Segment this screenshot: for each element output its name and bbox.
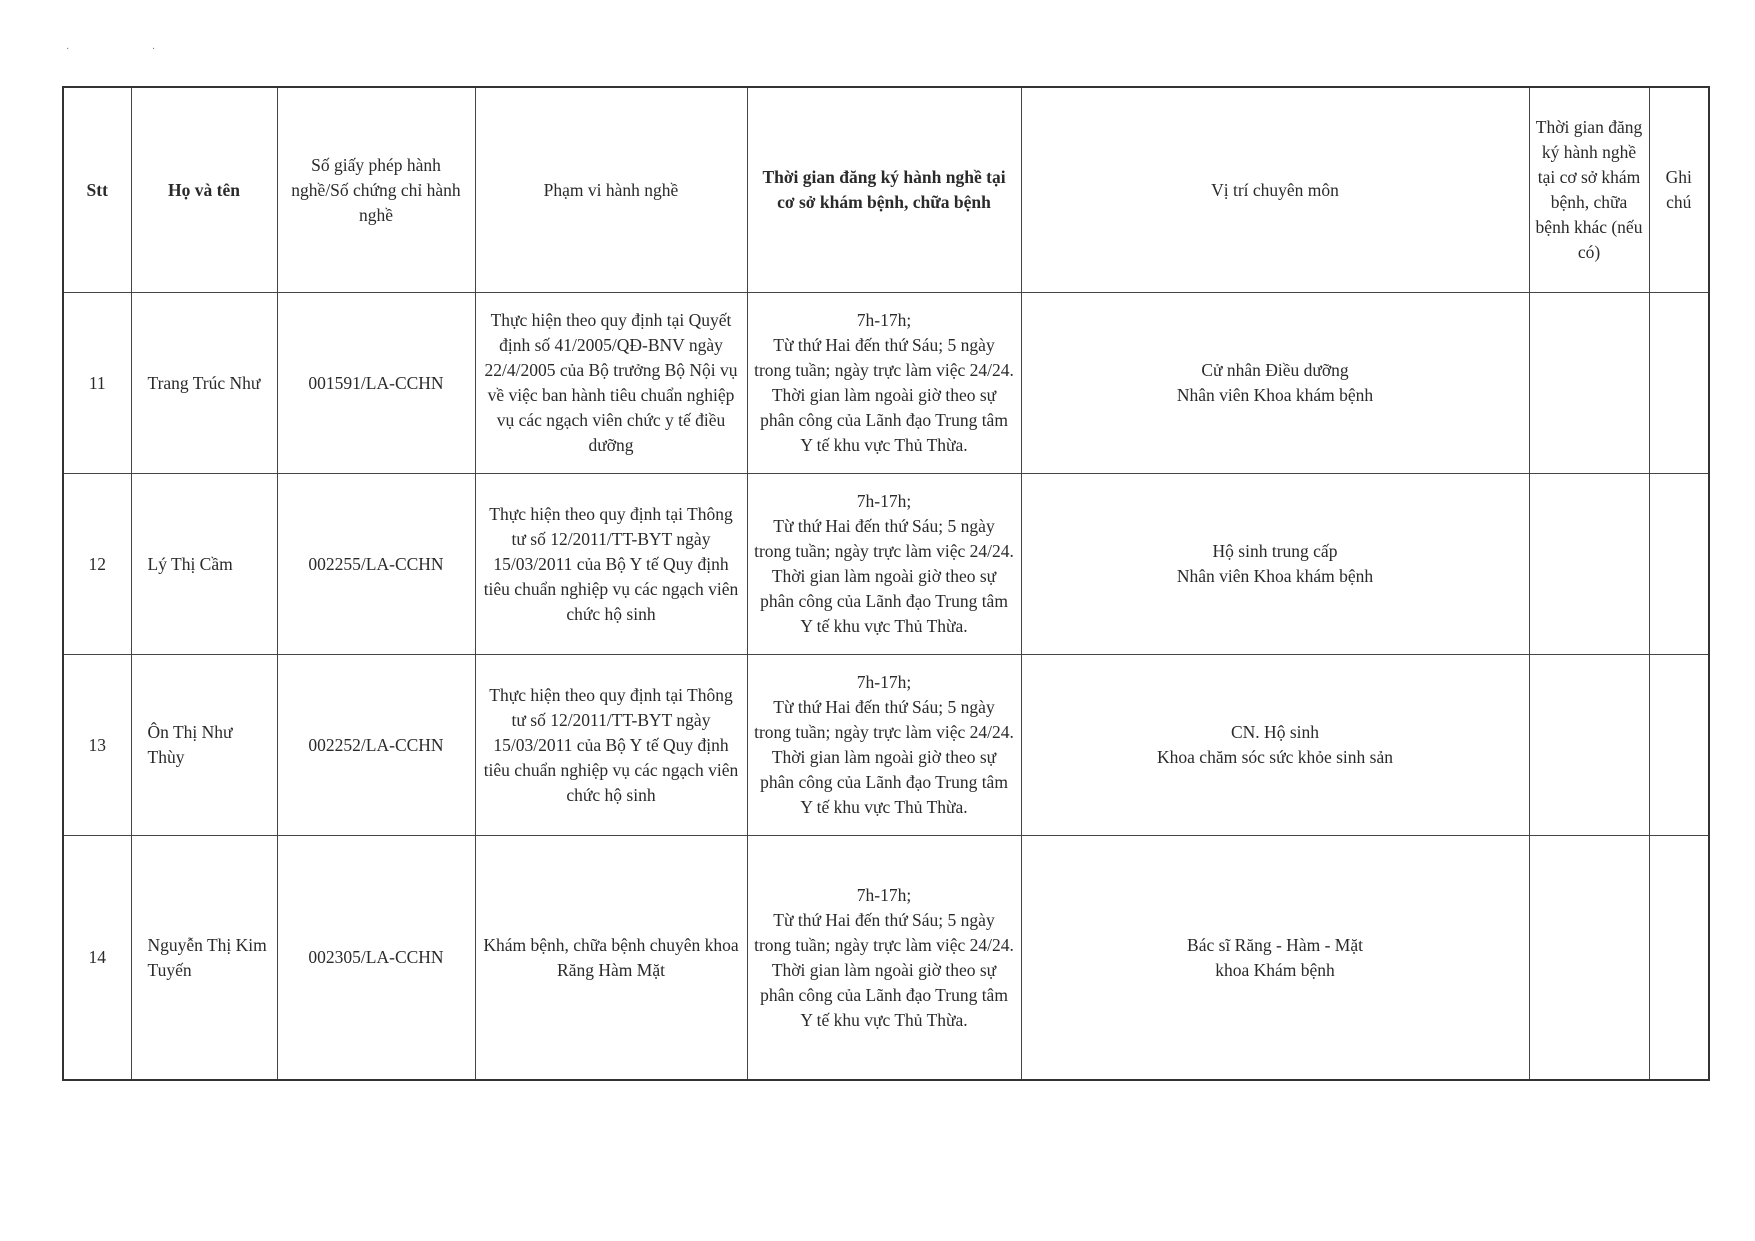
header-name: Họ và tên xyxy=(131,87,277,293)
cell-time xyxy=(747,293,1021,474)
table-row xyxy=(63,474,1709,655)
table-row xyxy=(63,836,1709,1081)
position-title: Bác sĩ Răng - Hàm - Mặt xyxy=(1187,934,1363,955)
header-license: Số giấy phép hành nghề/Số chứng chỉ hành nghề xyxy=(277,87,475,293)
cell-position xyxy=(1021,474,1529,655)
position-title: CN. Hộ sinh xyxy=(1231,722,1319,742)
time-hours: 7h-17h; xyxy=(856,491,912,511)
time-hours: 7h-17h; xyxy=(856,672,912,692)
cell-stt: 12 xyxy=(63,474,131,655)
table-header-row xyxy=(63,87,1709,293)
header-note: Ghi chú xyxy=(1649,87,1709,293)
cell-other-time xyxy=(1529,474,1649,655)
cell-scope: Khám bệnh, chữa bệnh chuyên khoa Răng Hàm Mặt xyxy=(475,836,747,1081)
cell-position xyxy=(1021,655,1529,836)
table-row xyxy=(63,293,1709,474)
cell-note xyxy=(1649,293,1709,474)
cell-scope: Thực hiện theo quy định tại Thông tư số 12/2011/TT-BYT ngày 15/03/2011 của Bộ Y tế Quy định tiêu chuẩn nghiệp vụ các ngạch viên chức hộ sinh xyxy=(475,474,747,655)
cell-time xyxy=(747,655,1021,836)
time-hours: 7h-17h; xyxy=(856,884,912,905)
time-detail: Từ thứ Hai đến thứ Sáu; 5 ngày trong tuần; ngày trực làm việc 24/24. Thời gian làm ngoài giờ theo sự phân công của Lãnh đạo Trung tâm Y tế khu vực Thủ Thừa. xyxy=(754,697,1014,817)
time-detail: Từ thứ Hai đến thứ Sáu; 5 ngày trong tuần; ngày trực làm việc 24/24. Thời gian làm ngoài giờ theo sự phân công của Lãnh đạo Trung tâm Y tế khu vực Thủ Thừa. xyxy=(754,909,1014,1030)
position-dept: Nhân viên Khoa khám bệnh xyxy=(1176,566,1374,586)
cell-stt: 13 xyxy=(63,655,131,836)
position-title: Hộ sinh trung cấp xyxy=(1212,541,1338,561)
header-time: Thời gian đăng ký hành nghề tại cơ sở khám bệnh, chữa bệnh xyxy=(747,87,1021,293)
cell-scope: Thực hiện theo quy định tại Quyết định số 41/2005/QĐ-BNV ngày 22/4/2005 của Bộ trưởng Bộ Nội vụ về việc ban hành tiêu chuẩn nghiệp vụ các ngạch viên chức y tế điều dưỡng xyxy=(475,293,747,474)
cell-license: 002255/LA-CCHN xyxy=(277,474,475,655)
header-other-time: Thời gian đăng ký hành nghề tại cơ sở khám bệnh, chữa bệnh khác (nếu có) xyxy=(1529,87,1649,293)
time-detail: Từ thứ Hai đến thứ Sáu; 5 ngày trong tuần; ngày trực làm việc 24/24. Thời gian làm ngoài giờ theo sự phân công của Lãnh đạo Trung tâm Y tế khu vực Thủ Thừa. xyxy=(754,335,1014,455)
cell-stt: 11 xyxy=(63,293,131,474)
cell-stt: 14 xyxy=(63,836,131,1081)
header-position: Vị trí chuyên môn xyxy=(1021,87,1529,293)
position-dept: khoa Khám bệnh xyxy=(1215,959,1335,980)
cell-scope: Thực hiện theo quy định tại Thông tư số 12/2011/TT-BYT ngày 15/03/2011 của Bộ Y tế Quy định tiêu chuẩn nghiệp vụ các ngạch viên chức hộ sinh xyxy=(475,655,747,836)
table-row xyxy=(63,655,1709,836)
cell-position xyxy=(1021,836,1529,1081)
position-title: Cử nhân Điều dưỡng xyxy=(1201,360,1349,380)
position-dept: Khoa chăm sóc sức khỏe sinh sản xyxy=(1157,747,1393,767)
cell-name: Trang Trúc Như xyxy=(131,293,277,474)
position-dept: Nhân viên Khoa khám bệnh xyxy=(1176,385,1374,405)
header-scope: Phạm vi hành nghề xyxy=(475,87,747,293)
time-detail: Từ thứ Hai đến thứ Sáu; 5 ngày trong tuần; ngày trực làm việc 24/24. Thời gian làm ngoài giờ theo sự phân công của Lãnh đạo Trung tâm Y tế khu vực Thủ Thừa. xyxy=(754,516,1014,636)
practitioner-registration-table xyxy=(62,86,1710,1081)
cell-other-time xyxy=(1529,655,1649,836)
cell-name: Nguyễn Thị Kim Tuyến xyxy=(131,836,277,1081)
cell-license: 002252/LA-CCHN xyxy=(277,655,475,836)
cell-note xyxy=(1649,655,1709,836)
scan-marks: · · xyxy=(66,44,196,55)
cell-note xyxy=(1649,474,1709,655)
cell-license: 002305/LA-CCHN xyxy=(277,836,475,1081)
cell-time xyxy=(747,474,1021,655)
cell-note xyxy=(1649,836,1709,1081)
cell-other-time xyxy=(1529,293,1649,474)
cell-position xyxy=(1021,293,1529,474)
cell-other-time xyxy=(1529,836,1649,1081)
header-stt: Stt xyxy=(63,87,131,293)
cell-name: Ôn Thị Như Thùy xyxy=(131,655,277,836)
cell-name: Lý Thị Cầm xyxy=(131,474,277,655)
cell-time xyxy=(747,836,1021,1081)
cell-license: 001591/LA-CCHN xyxy=(277,293,475,474)
time-hours: 7h-17h; xyxy=(856,310,912,330)
